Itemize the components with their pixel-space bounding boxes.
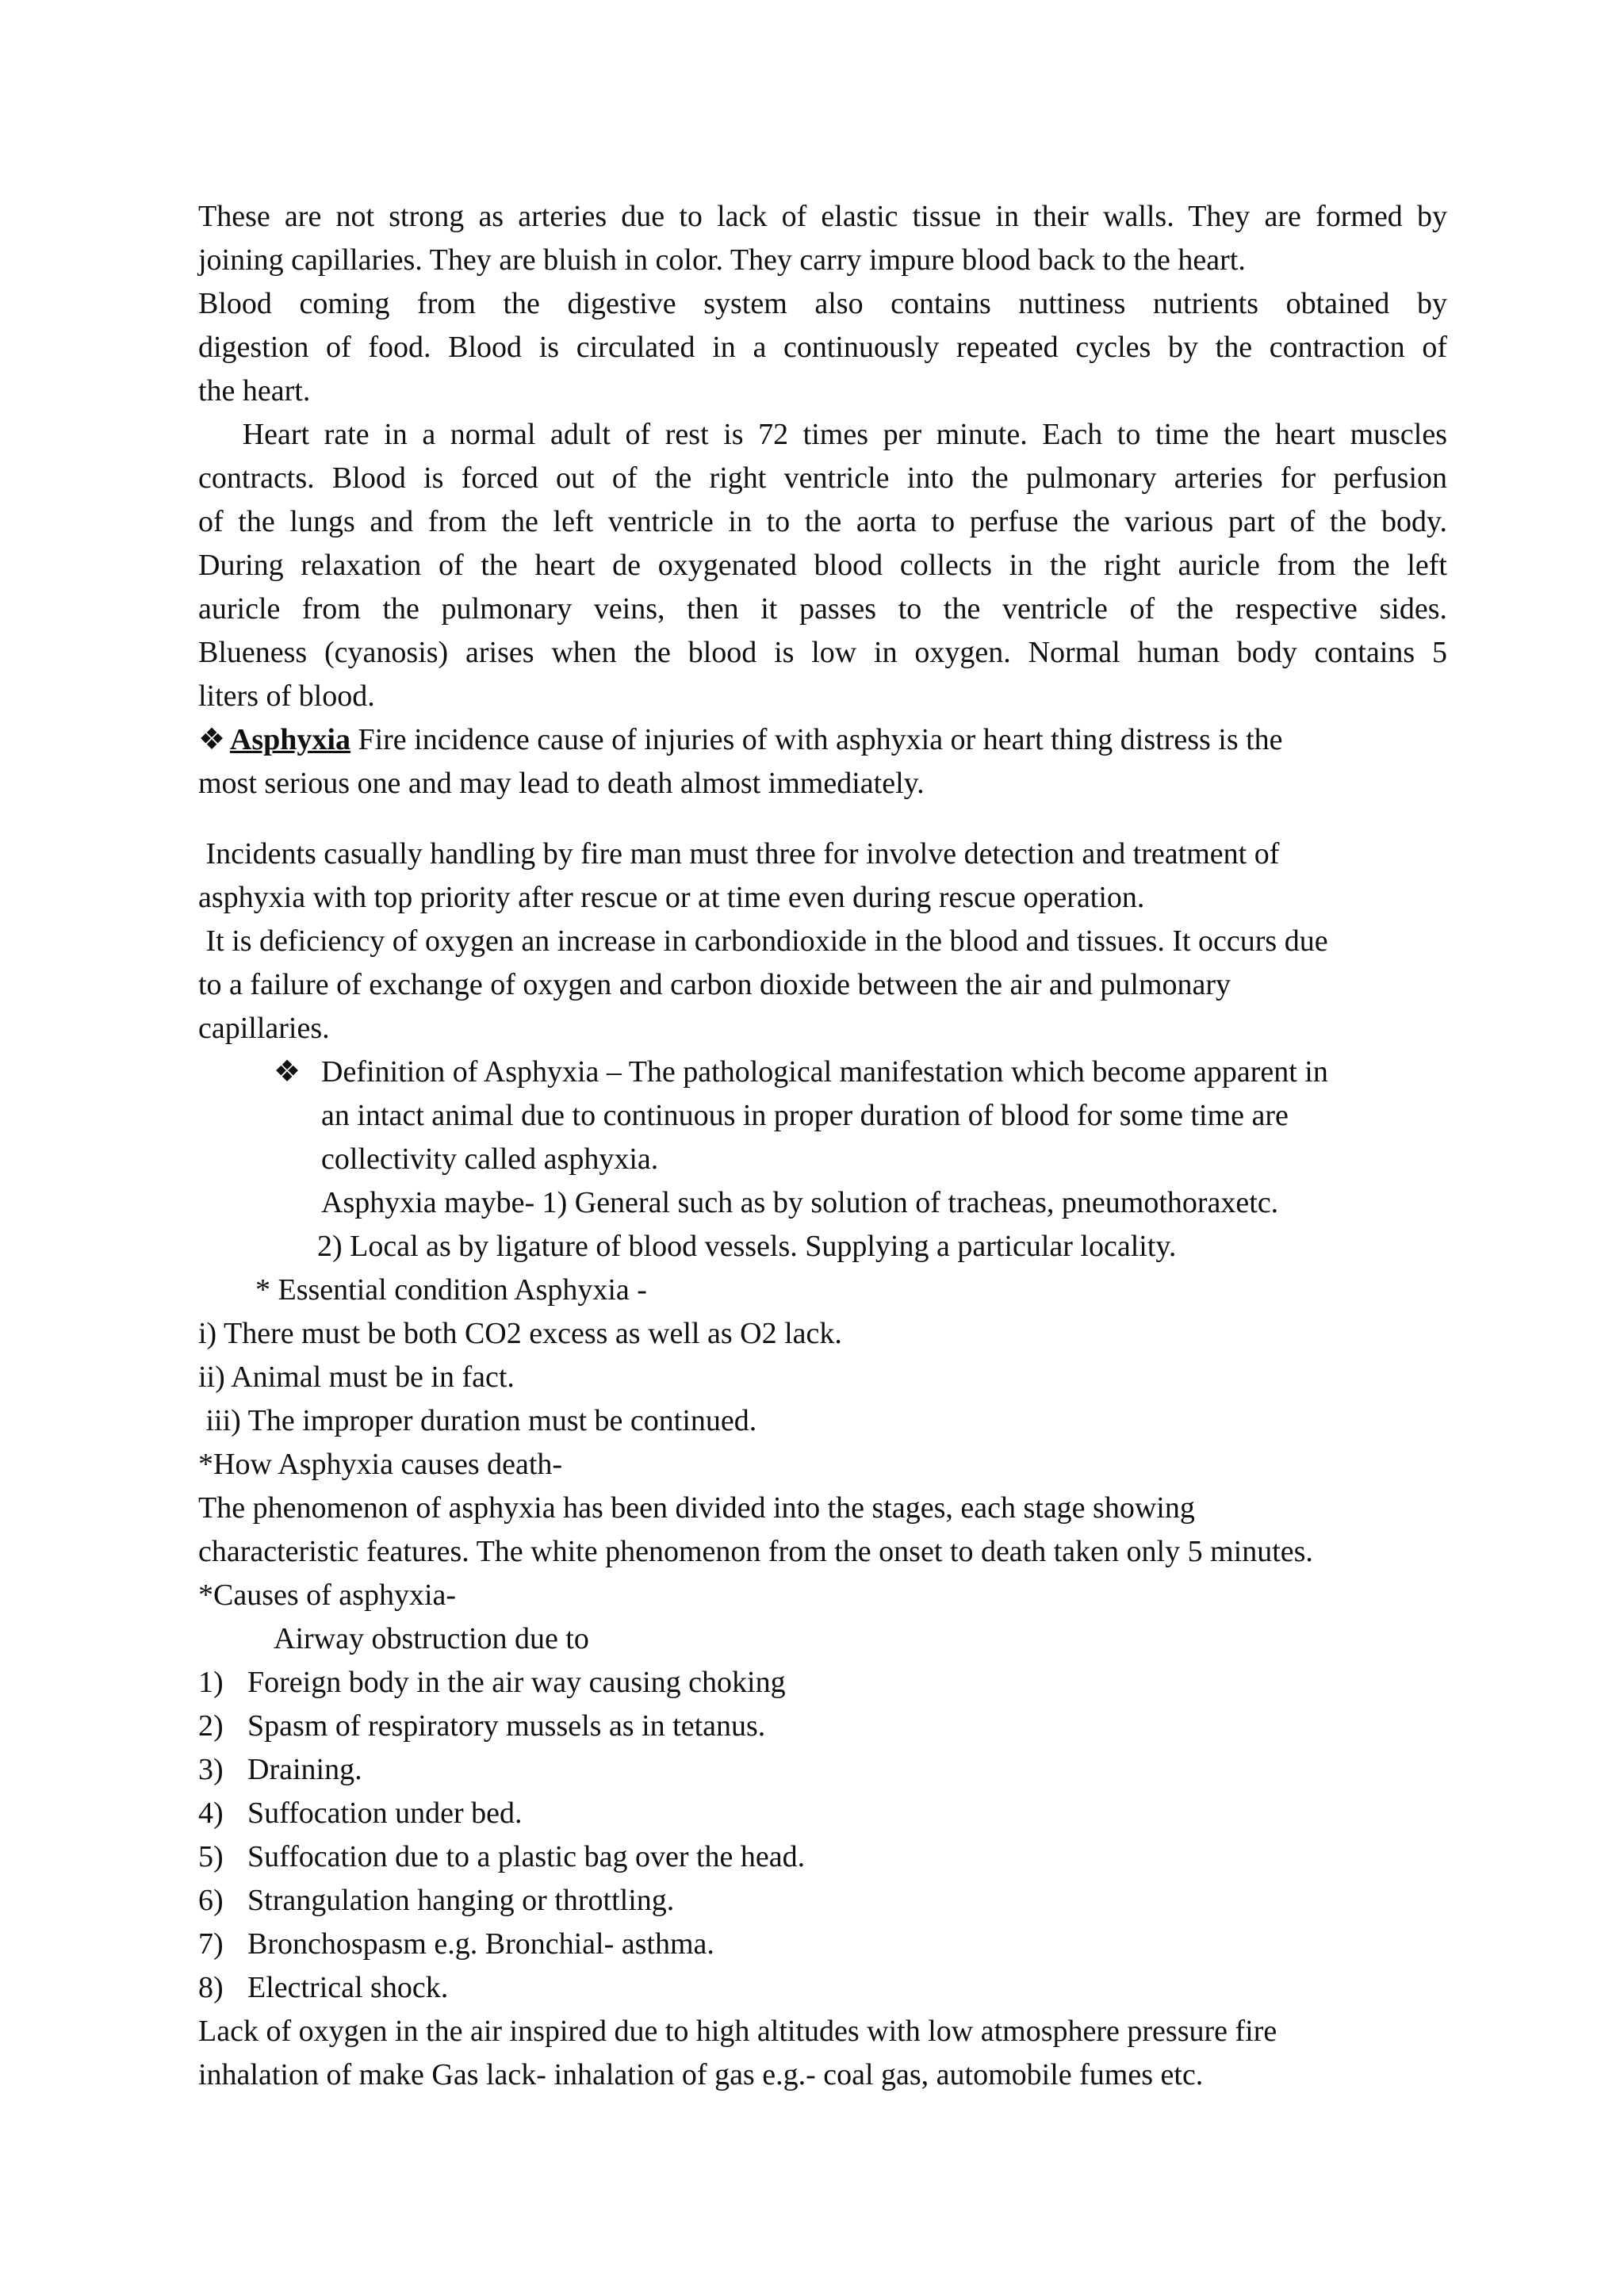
- essential-item: i) There must be both CO2 excess as well as O2 lack.: [198, 1317, 842, 1350]
- text-line: the heart.: [198, 374, 311, 408]
- list-item: [198, 1792, 1447, 1835]
- list-text: Strangulation hanging or throttling.: [247, 1884, 675, 1917]
- text-line: contracts. Blood is forced out of the right ventricle into the pulmonary arteries for perfusion: [198, 461, 1447, 495]
- text-line: Heart rate in a normal adult of rest is 72 times per minute. Each to time the heart muscles: [198, 418, 1447, 451]
- list-number: 6): [198, 1884, 224, 1917]
- essential-item: iii) The improper duration must be continued.: [198, 1404, 757, 1437]
- text-line: During relaxation of the heart de oxygenated blood collects in the right auricle from the left: [198, 549, 1447, 582]
- text-line: joining capillaries. They are bluish in color. They carry impure blood back to the heart.: [198, 243, 1246, 277]
- text-line: liters of blood.: [198, 679, 375, 713]
- text-line: inhalation of make Gas lack- inhalation of gas e.g.- coal gas, automobile fumes etc.: [198, 2058, 1204, 2091]
- causes-heading: *Causes of asphyxia-: [198, 1578, 457, 1612]
- list-text: Electrical shock.: [247, 1971, 449, 2004]
- asphyxia-heading: [198, 718, 1447, 762]
- list-item: [198, 1966, 1447, 2010]
- list-number: 8): [198, 1971, 224, 2004]
- list-text: Bronchospasm e.g. Bronchial- asthma.: [247, 1927, 714, 1961]
- list-item: [198, 1879, 1447, 1923]
- list-number: 5): [198, 1840, 224, 1873]
- text-line: auricle from the pulmonary veins, then it passes to the ventricle of the respective sides.: [198, 592, 1447, 626]
- list-text: Draining.: [247, 1753, 362, 1786]
- list-number: 3): [198, 1753, 224, 1786]
- text-line: characteristic features. The white phenomenon from the onset to death taken only 5 minutes.: [198, 1535, 1313, 1568]
- asphyxia-text: Fire incidence cause of injuries of with asphyxia or heart thing distress is the: [350, 723, 1283, 756]
- text-line: Lack of oxygen in the air inspired due to high altitudes with low atmosphere pressure fire: [198, 2015, 1277, 2048]
- list-item: [198, 1835, 1447, 1879]
- definition-line: collectivity called asphyxia.: [321, 1142, 659, 1176]
- essential-item: ii) Animal must be in fact.: [198, 1360, 515, 1394]
- definition-bullet-icon: ❖: [274, 1055, 301, 1089]
- list-text: Suffocation under bed.: [247, 1797, 523, 1830]
- text-line: to a failure of exchange of oxygen and carbon dioxide between the air and pulmonary: [198, 968, 1231, 1001]
- list-number: 7): [198, 1927, 224, 1961]
- text-line: Incidents casually handling by fire man must three for involve detection and treatment of: [198, 837, 1280, 871]
- text-line: capillaries.: [198, 1012, 330, 1045]
- text-line: of the lungs and from the left ventricle in to the aorta to perfuse the various part of the body.: [198, 505, 1447, 538]
- definition-line: an intact animal due to continuous in proper duration of blood for some time are: [321, 1099, 1289, 1132]
- essential-heading: * Essential condition Asphyxia -: [255, 1273, 647, 1307]
- text-line: These are not strong as arteries due to lack of elastic tissue in their walls. They are formed by: [198, 200, 1447, 233]
- list-text: Foreign body in the air way causing choking: [247, 1666, 786, 1699]
- list-item: [198, 1923, 1447, 1966]
- list-number: 1): [198, 1666, 224, 1699]
- list-number: 2): [198, 1709, 224, 1743]
- asphyxia-title: Asphyxia: [229, 723, 350, 756]
- death-heading: *How Asphyxia causes death-: [198, 1448, 563, 1481]
- list-item: [198, 1705, 1447, 1748]
- list-item: [198, 1661, 1447, 1705]
- diamond-bullet-icon: ❖: [198, 723, 226, 756]
- asphyxia-types-line: Asphyxia maybe- 1) General such as by solution of tracheas, pneumothoraxetc.: [321, 1186, 1279, 1219]
- text-line: asphyxia with top priority after rescue or at time even during rescue operation.: [198, 881, 1145, 914]
- text-line: digestion of food. Blood is circulated in a continuously repeated cycles by the contraction of: [198, 331, 1447, 364]
- text-line: It is deficiency of oxygen an increase in carbondioxide in the blood and tissues. It occurs due: [198, 924, 1328, 958]
- asphyxia-types-line: 2) Local as by ligature of blood vessels. Supplying a particular locality.: [317, 1230, 1177, 1263]
- causes-subheading: Airway obstruction due to: [274, 1622, 589, 1655]
- text-line: Blood coming from the digestive system also contains nuttiness nutrients obtained by: [198, 287, 1447, 320]
- text-line: The phenomenon of asphyxia has been divided into the stages, each stage showing: [198, 1491, 1195, 1525]
- text-line: Blueness (cyanosis) arises when the blood is low in oxygen. Normal human body contains 5: [198, 636, 1447, 669]
- list-text: Spasm of respiratory mussels as in tetanus.: [247, 1709, 766, 1743]
- list-item: [198, 1748, 1447, 1792]
- list-number: 4): [198, 1797, 224, 1830]
- text-line: most serious one and may lead to death almost immediately.: [198, 767, 925, 800]
- list-text: Suffocation due to a plastic bag over the head.: [247, 1840, 806, 1873]
- definition-line: Definition of Asphyxia – The pathological manifestation which become apparent in: [321, 1055, 1328, 1089]
